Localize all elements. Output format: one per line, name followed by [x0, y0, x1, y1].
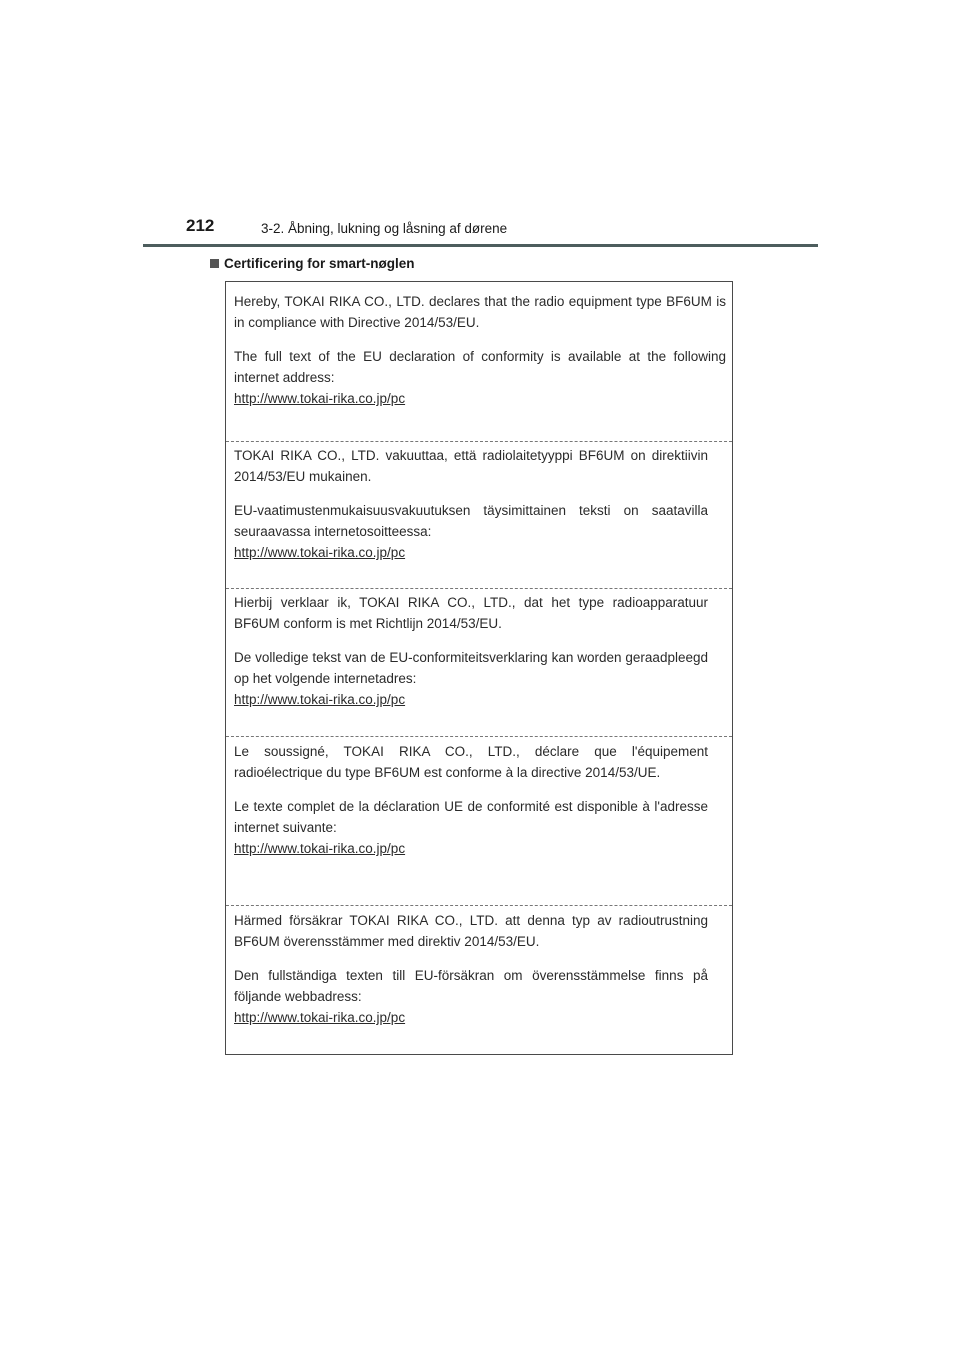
declaration-availability — [234, 965, 708, 1028]
declaration-availability — [234, 796, 708, 859]
declaration-finnish — [226, 445, 732, 563]
declaration-statement: Hereby, TOKAI RIKA CO., LTD. declares that the radio equipment type BF6UM is in compliance with Directive 2014/53/EU. — [234, 294, 726, 330]
declaration-availability-text: EU-vaatimustenmukaisuusvakuutuksen täysimittainen teksti on saatavilla seuraavassa internetosoitteessa: — [234, 503, 708, 539]
declaration-swedish — [226, 910, 732, 1028]
declaration-link[interactable]: http://www.tokai-rika.co.jp/pc — [234, 545, 406, 560]
declaration-english — [226, 291, 732, 409]
declaration-availability — [234, 647, 708, 710]
header-rule — [143, 244, 818, 247]
declaration-availability-text: Den fullständiga texten till EU-försäkran om överensstämmelse finns på följande webbadress: — [234, 968, 708, 1004]
dashed-divider — [226, 441, 732, 442]
square-bullet-icon — [210, 259, 219, 268]
page-number: 212 — [186, 216, 215, 235]
declaration-availability-text: The full text of the EU declaration of conformity is available at the following internet address: — [234, 349, 726, 385]
section-heading-text: Certificering for smart-nøglen — [224, 256, 415, 271]
declaration-availability-text: De volledige tekst van de EU-conformiteitsverklaring kan worden geraadpleegd op het volgende internetadres: — [234, 650, 708, 686]
declaration-dutch — [226, 592, 732, 710]
declaration-statement: Härmed försäkrar TOKAI RIKA CO., LTD. att denna typ av radioutrustning BF6UM överensstämmer med direktiv 2014/53/EU. — [234, 913, 708, 949]
section-heading — [210, 256, 415, 271]
declaration-statement: Hierbij verklaar ik, TOKAI RIKA CO., LTD., dat het type radioapparatuur BF6UM conform is met Richtlijn 2014/53/EU. — [234, 595, 708, 631]
section-title: 3-2. Åbning, lukning og låsning af dørene — [261, 221, 508, 236]
dashed-divider — [226, 736, 732, 737]
declaration-french — [226, 741, 732, 859]
declaration-link[interactable]: http://www.tokai-rika.co.jp/pc — [234, 391, 406, 406]
declaration-availability-text: Le texte complet de la déclaration UE de conformité est disponible à l'adresse internet suivante: — [234, 799, 708, 835]
declaration-statement: Le soussigné, TOKAI RIKA CO., LTD., déclare que l'équipement radioélectrique du type BF6UM est conforme à la directive 2014/53/UE. — [234, 744, 708, 780]
declaration-link[interactable]: http://www.tokai-rika.co.jp/pc — [234, 1010, 406, 1025]
declaration-box — [225, 281, 733, 1055]
dashed-divider — [226, 588, 732, 589]
declaration-statement: TOKAI RIKA CO., LTD. vakuuttaa, että radiolaitetyyppi BF6UM on direktiivin 2014/53/EU mukainen. — [234, 448, 708, 484]
declaration-link[interactable]: http://www.tokai-rika.co.jp/pc — [234, 692, 406, 707]
declaration-link[interactable]: http://www.tokai-rika.co.jp/pc — [234, 841, 406, 856]
page-header — [0, 0, 960, 250]
declaration-availability — [234, 500, 708, 563]
declaration-availability — [234, 346, 726, 409]
dashed-divider — [226, 905, 732, 906]
